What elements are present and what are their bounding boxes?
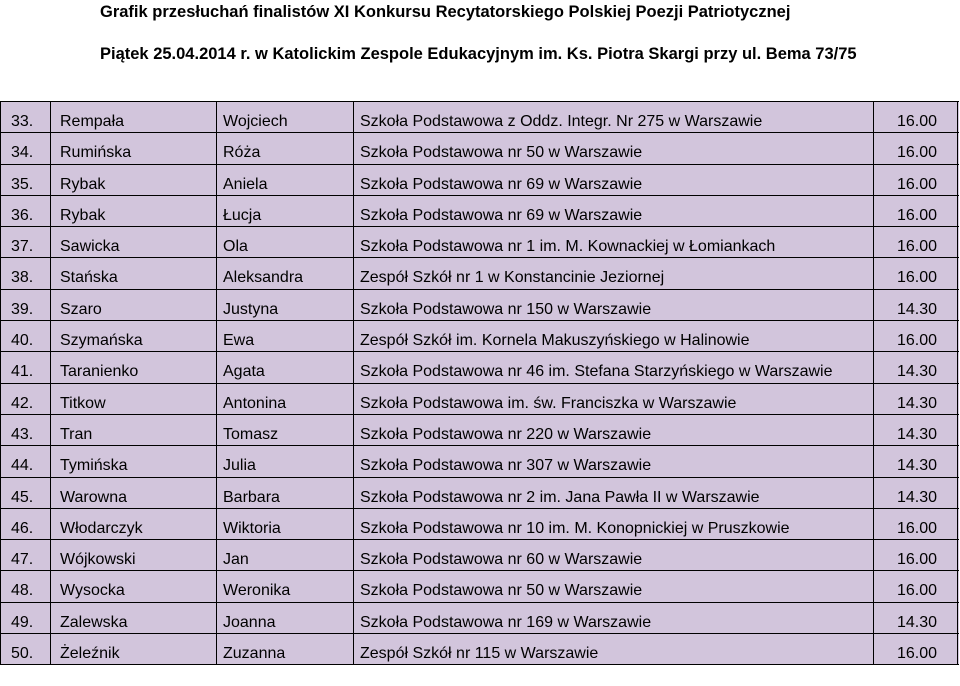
audition-time-cell: 14.30 bbox=[874, 603, 958, 633]
table-row bbox=[1, 384, 959, 415]
table-row bbox=[1, 196, 959, 227]
audition-time-cell: 16.00 bbox=[874, 133, 958, 163]
last-name-cell: Stańska bbox=[51, 258, 217, 288]
first-name-cell: Weronika bbox=[217, 571, 354, 601]
last-name-cell: Titkow bbox=[51, 384, 217, 414]
audition-time-cell: 16.00 bbox=[874, 165, 958, 195]
table-row bbox=[1, 478, 959, 509]
school-name-cell: Szkoła Podstawowa im. św. Franciszka w Warszawie bbox=[354, 384, 874, 414]
last-name-cell: Warowna bbox=[51, 478, 217, 508]
last-name-cell: Tran bbox=[51, 415, 217, 445]
first-name-cell: Tomasz bbox=[217, 415, 354, 445]
audition-time-cell: 14.30 bbox=[874, 415, 958, 445]
table-row bbox=[1, 227, 959, 258]
school-name-cell: Szkoła Podstawowa nr 169 w Warszawie bbox=[354, 603, 874, 633]
first-name-cell: Joanna bbox=[217, 603, 354, 633]
school-name-cell: Szkoła Podstawowa nr 69 w Warszawie bbox=[354, 165, 874, 195]
table-row bbox=[1, 509, 959, 540]
first-name-cell: Jan bbox=[217, 540, 354, 570]
last-name-cell: Rumińska bbox=[51, 133, 217, 163]
last-name-cell: Żeleźnik bbox=[51, 634, 217, 664]
row-number-cell: 43. bbox=[1, 415, 51, 445]
table-row bbox=[1, 352, 959, 383]
last-name-cell: Sawicka bbox=[51, 227, 217, 257]
school-name-cell: Szkoła Podstawowa nr 150 w Warszawie bbox=[354, 290, 874, 320]
school-name-cell: Szkoła Podstawowa nr 46 im. Stefana Starzyńskiego w Warszawie bbox=[354, 352, 874, 382]
school-name-cell: Zespół Szkół im. Kornela Makuszyńskiego w Halinowie bbox=[354, 321, 874, 351]
school-name-cell: Zespół Szkół nr 1 w Konstancinie Jeziornej bbox=[354, 258, 874, 288]
audition-time-cell: 14.30 bbox=[874, 290, 958, 320]
first-name-cell: Julia bbox=[217, 446, 354, 476]
row-number-cell: 38. bbox=[1, 258, 51, 288]
schedule-table bbox=[0, 101, 959, 665]
last-name-cell: Rybak bbox=[51, 196, 217, 226]
audition-time-cell: 14.30 bbox=[874, 446, 958, 476]
first-name-cell: Ewa bbox=[217, 321, 354, 351]
first-name-cell: Wojciech bbox=[217, 102, 354, 132]
audition-time-cell: 16.00 bbox=[874, 571, 958, 601]
first-name-cell: Antonina bbox=[217, 384, 354, 414]
audition-time-cell: 14.30 bbox=[874, 478, 958, 508]
table-row bbox=[1, 634, 959, 665]
row-number-cell: 36. bbox=[1, 196, 51, 226]
school-name-cell: Szkoła Podstawowa nr 307 w Warszawie bbox=[354, 446, 874, 476]
row-number-cell: 34. bbox=[1, 133, 51, 163]
last-name-cell: Szaro bbox=[51, 290, 217, 320]
first-name-cell: Justyna bbox=[217, 290, 354, 320]
audition-time-cell: 16.00 bbox=[874, 321, 958, 351]
school-name-cell: Szkoła Podstawowa nr 69 w Warszawie bbox=[354, 196, 874, 226]
audition-time-cell: 16.00 bbox=[874, 102, 958, 132]
table-row bbox=[1, 446, 959, 477]
row-number-cell: 50. bbox=[1, 634, 51, 664]
table-row bbox=[1, 258, 959, 289]
row-number-cell: 33. bbox=[1, 102, 51, 132]
row-number-cell: 35. bbox=[1, 165, 51, 195]
audition-time-cell: 16.00 bbox=[874, 634, 958, 664]
first-name-cell: Łucja bbox=[217, 196, 354, 226]
school-name-cell: Szkoła Podstawowa nr 50 w Warszawie bbox=[354, 571, 874, 601]
first-name-cell: Zuzanna bbox=[217, 634, 354, 664]
table-row bbox=[1, 290, 959, 321]
table-row bbox=[1, 102, 959, 133]
audition-time-cell: 16.00 bbox=[874, 258, 958, 288]
audition-time-cell: 16.00 bbox=[874, 196, 958, 226]
last-name-cell: Wójkowski bbox=[51, 540, 217, 570]
row-number-cell: 41. bbox=[1, 352, 51, 382]
last-name-cell: Zalewska bbox=[51, 603, 217, 633]
first-name-cell: Ola bbox=[217, 227, 354, 257]
school-name-cell: Szkoła Podstawowa nr 60 w Warszawie bbox=[354, 540, 874, 570]
first-name-cell: Agata bbox=[217, 352, 354, 382]
audition-time-cell: 16.00 bbox=[874, 227, 958, 257]
row-number-cell: 37. bbox=[1, 227, 51, 257]
table-row bbox=[1, 133, 959, 164]
document-title: Grafik przesłuchań finalistów XI Konkursu Recytatorskiego Polskiej Poezji Patriotycznej bbox=[100, 3, 791, 21]
row-number-cell: 39. bbox=[1, 290, 51, 320]
audition-time-cell: 16.00 bbox=[874, 540, 958, 570]
table-row bbox=[1, 603, 959, 634]
last-name-cell: Włodarczyk bbox=[51, 509, 217, 539]
last-name-cell: Wysocka bbox=[51, 571, 217, 601]
row-number-cell: 44. bbox=[1, 446, 51, 476]
row-number-cell: 45. bbox=[1, 478, 51, 508]
row-number-cell: 47. bbox=[1, 540, 51, 570]
first-name-cell: Róża bbox=[217, 133, 354, 163]
row-number-cell: 46. bbox=[1, 509, 51, 539]
row-number-cell: 48. bbox=[1, 571, 51, 601]
table-row bbox=[1, 165, 959, 196]
school-name-cell: Szkoła Podstawowa nr 1 im. M. Kownackiej w Łomiankach bbox=[354, 227, 874, 257]
first-name-cell: Barbara bbox=[217, 478, 354, 508]
row-number-cell: 42. bbox=[1, 384, 51, 414]
audition-time-cell: 16.00 bbox=[874, 509, 958, 539]
school-name-cell: Szkoła Podstawowa nr 50 w Warszawie bbox=[354, 133, 874, 163]
table-row bbox=[1, 540, 959, 571]
first-name-cell: Wiktoria bbox=[217, 509, 354, 539]
first-name-cell: Aniela bbox=[217, 165, 354, 195]
last-name-cell: Rybak bbox=[51, 165, 217, 195]
table-row bbox=[1, 571, 959, 602]
table-row bbox=[1, 415, 959, 446]
school-name-cell: Szkoła Podstawowa nr 220 w Warszawie bbox=[354, 415, 874, 445]
last-name-cell: Szymańska bbox=[51, 321, 217, 351]
audition-time-cell: 14.30 bbox=[874, 352, 958, 382]
audition-time-cell: 14.30 bbox=[874, 384, 958, 414]
first-name-cell: Aleksandra bbox=[217, 258, 354, 288]
school-name-cell: Szkoła Podstawowa z Oddz. Integr. Nr 275 w Warszawie bbox=[354, 102, 874, 132]
school-name-cell: Zespół Szkół nr 115 w Warszawie bbox=[354, 634, 874, 664]
table-row bbox=[1, 321, 959, 352]
document-subtitle: Piątek 25.04.2014 r. w Katolickim Zespole Edukacyjnym im. Ks. Piotra Skargi przy ul. Bema 73/75 bbox=[100, 45, 857, 63]
last-name-cell: Rempała bbox=[51, 102, 217, 132]
school-name-cell: Szkoła Podstawowa nr 10 im. M. Konopnickiej w Pruszkowie bbox=[354, 509, 874, 539]
row-number-cell: 40. bbox=[1, 321, 51, 351]
row-number-cell: 49. bbox=[1, 603, 51, 633]
last-name-cell: Tymińska bbox=[51, 446, 217, 476]
last-name-cell: Taranienko bbox=[51, 352, 217, 382]
school-name-cell: Szkoła Podstawowa nr 2 im. Jana Pawła II w Warszawie bbox=[354, 478, 874, 508]
